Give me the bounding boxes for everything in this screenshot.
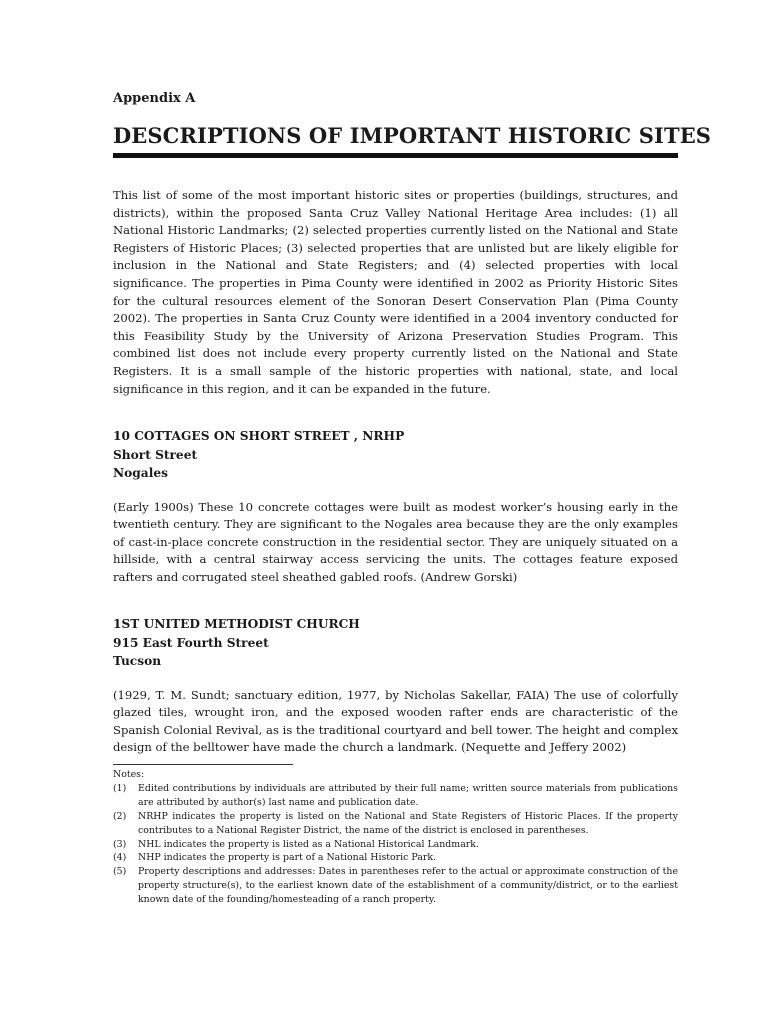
page-title: DESCRIPTIONS OF IMPORTANT HISTORIC SITES: [113, 122, 678, 158]
footnote-divider: [113, 764, 293, 765]
note-text: NHL indicates the property is listed as a National Historical Landmark.: [138, 838, 479, 850]
site-description: (1929, T. M. Sundt; sanctuary edition, 1977, by Nicholas Sakellar, FAIA) The use of colorfully glazed tiles, wrought iron, and the exposed wooden rafter ends are characteristic of the Spanish Colonial Revival, as is the traditional courtyard and bell tower. The height and complex design of the belltower have made the church a landmark. (Nequette and Jeffery 2002): [113, 687, 678, 755]
appendix-label: Appendix A: [113, 91, 196, 106]
note-number: (3): [113, 838, 127, 850]
notes-heading: Notes:: [113, 769, 145, 780]
site-entry: [113, 427, 678, 586]
note-text: Property descriptions and addresses: Dates in parentheses refer to the actual or approximate construction of the property structure(s), to the earliest known date of the establishment of a community/district, or to the earliest known date of the founding/homesteading of a ranch property.: [138, 866, 678, 906]
site-city: Nogales: [113, 466, 168, 480]
note-item: [113, 838, 678, 852]
site-entry: [113, 615, 678, 757]
note-number: (2): [113, 810, 127, 822]
notes-section: [113, 768, 678, 907]
note-item: [113, 851, 678, 865]
note-number: (4): [113, 852, 127, 864]
note-text: Edited contributions by individuals are attributed by their full name; written source materials from publications are attributed by author(s) last name and publication date.: [138, 782, 678, 808]
site-name: 10 COTTAGES ON SHORT STREET , NRHP: [113, 429, 405, 443]
note-number: (5): [113, 866, 127, 878]
note-text: NRHP indicates the property is listed on the National and State Registers of Historic Places. If the property contributes to a National Register District, the name of the district is enclosed in parentheses.: [138, 810, 678, 836]
note-number: (1): [113, 782, 127, 794]
site-city: Tucson: [113, 654, 162, 668]
intro-paragraph: This list of some of the most important historic sites or properties (buildings, structures, and districts), within the proposed Santa Cruz Valley National Heritage Area includes: (1) all National Historic Landmarks; (2) selected properties currently listed on the National and State Registers of Historic Places; (3) selected properties that are unlisted but are likely eligible for inclusion in the National and State Registers; and (4) selected properties with local significance. The properties in Pima County were identified in 2002 as Priority Historic Sites for the cultural resources element of the Sonoran Desert Conservation Plan (Pima County 2002). The properties in Santa Cruz County were identified in a 2004 inventory conducted for this Feasibility Study by the University of Arizona Preservation Studies Program. This combined list does not include every property currently listed on the National and State Registers. It is a small sample of the historic properties with national, state, and local significance in this region, and it can be expanded in the future.: [113, 188, 678, 396]
notes-list: [113, 782, 678, 907]
site-description: (Early 1900s) These 10 concrete cottages were built as modest worker’s housing early in the twentieth century. They are significant to the Nogales area because they are the only examples of cast-in-place concrete construction in the residential sector. They are uniquely situated on a hillside, with a central stairway access servicing the units. The cottages feature exposed rafters and corrugated steel sheathed gabled roofs. (Andrew Gorski): [113, 499, 678, 584]
note-item: [113, 810, 678, 838]
site-street: Short Street: [113, 447, 198, 462]
note-text: NHP indicates the property is part of a National Historic Park.: [138, 852, 436, 864]
site-name: 1ST UNITED METHODIST CHURCH: [113, 617, 360, 631]
note-item: [113, 782, 678, 810]
site-street: 915 East Fourth Street: [113, 635, 269, 650]
note-item: [113, 865, 678, 907]
